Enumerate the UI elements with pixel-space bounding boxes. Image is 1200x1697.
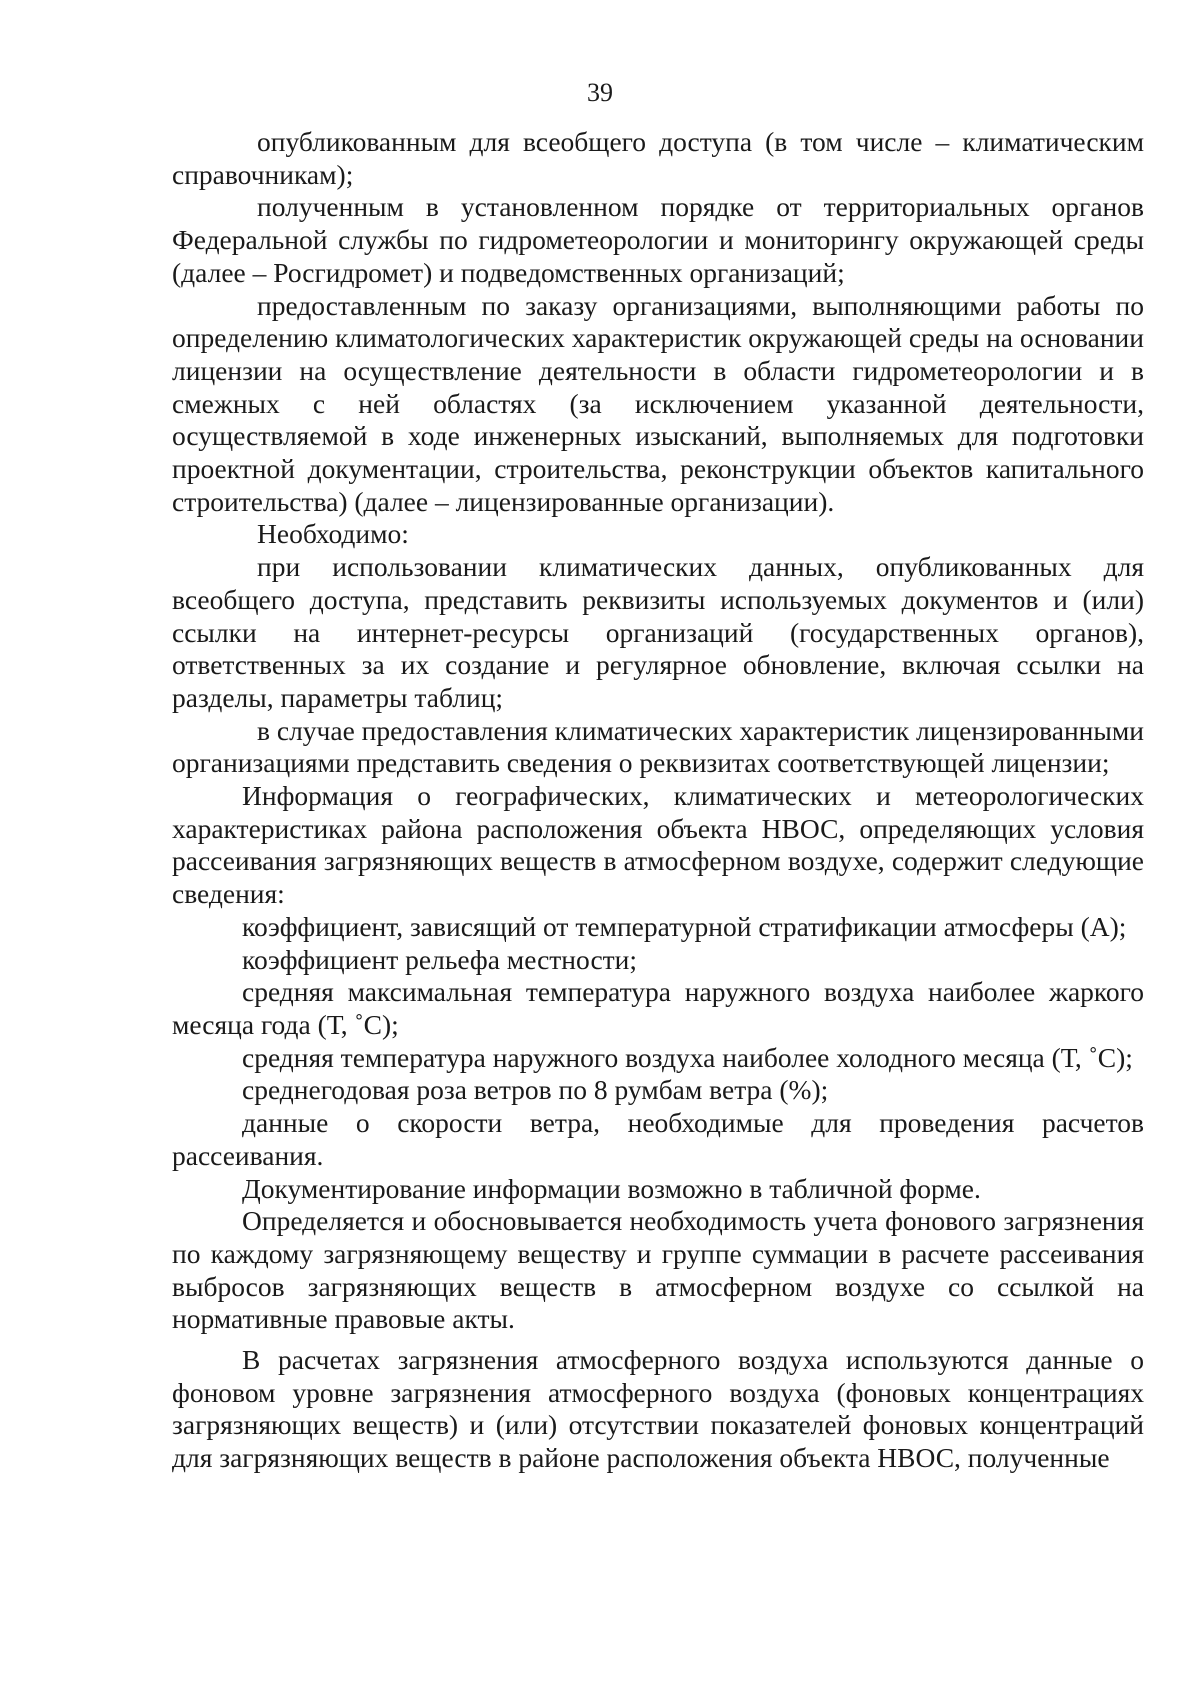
paragraph: предоставленным по заказу организациями, выполняющими работы по определению климатологических характеристик окружающей среды на основании лицензии на осуществление деятельности в области гидрометеорологии и в смежных с ней областях (за исключением указанной деятельности, осуществляемой в ходе инженерных изысканий, выполняемых для подготовки проектной документации, строительства, реконструкции объектов капитального строительства) (далее – лицензированные организации). bbox=[172, 289, 1144, 517]
list-item: средняя максимальная температура наружного воздуха наиболее жаркого месяца года (Т, ˚С); bbox=[172, 976, 1144, 1040]
list-item: данные о скорости ветра, необходимые для проведения расчетов рассеивания. bbox=[172, 1107, 1144, 1171]
paragraph: в случае предоставления климатических характеристик лицензированными организациями представить сведения о реквизитах соответствующей лицензии; bbox=[172, 714, 1144, 779]
list-item: средняя температура наружного воздуха наиболее холодного месяца (Т, ˚С); bbox=[242, 1041, 1133, 1073]
list-item: коэффициент рельефа местности; bbox=[242, 943, 638, 975]
paragraph: В расчетах загрязнения атмосферного воздуха используются данные о фоновом уровне загрязнения атмосферного воздуха (фоновых концентрациях загрязняющих веществ) и (или) отсутствии показателей фоновых концентраций для загрязняющих веществ в районе расположения объекта НВОС, полученные bbox=[172, 1344, 1144, 1474]
paragraph: Определяется и обосновывается необходимость учета фонового загрязнения по каждому загрязняющему веществу и группе суммации в расчете рассеивания выбросов загрязняющих веществ в атмосферном воздухе со ссылкой на нормативные правовые акты. bbox=[172, 1205, 1144, 1335]
document-body bbox=[172, 126, 1144, 1475]
paragraph: полученным в установленном порядке от территориальных органов Федеральной службы по гидрометеорологии и мониторингу окружающей среды (далее – Росгидромет) и подведомственных организаций; bbox=[172, 191, 1144, 288]
paragraph: Необходимо: bbox=[257, 518, 409, 550]
paragraph: опубликованным для всеобщего доступа (в том числе – климатическим справочникам); bbox=[172, 126, 1144, 190]
paragraph: Документирование информации возможно в табличной форме. bbox=[242, 1172, 981, 1204]
list-item: коэффициент, зависящий от температурной стратификации атмосферы (А); bbox=[242, 910, 1127, 942]
list-item: среднегодовая роза ветров по 8 румбам ветра (%); bbox=[242, 1074, 829, 1106]
paragraph: Информация о географических, климатических и метеорологических характеристиках района расположения объекта НВОС, определяющих условия рассеивания загрязняющих веществ в атмосферном воздухе, содержит следующие сведения: bbox=[172, 780, 1144, 910]
paragraph: при использовании климатических данных, опубликованных для всеобщего доступа, представить реквизиты используемых документов и (или) ссылки на интернет-ресурсы организаций (государственных органов), ответственных за их создание и регулярное обновление, включая ссылки на разделы, параметры таблиц; bbox=[172, 551, 1144, 713]
page-number: 39 bbox=[587, 78, 613, 107]
